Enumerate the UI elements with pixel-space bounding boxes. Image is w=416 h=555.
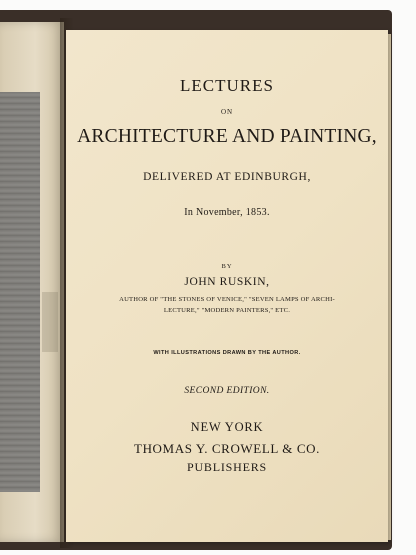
illustrations-note: WITH ILLUSTRATIONS DRAWN BY THE AUTHOR. xyxy=(153,350,301,356)
delivered-line: DELIVERED AT EDINBURGH, xyxy=(143,171,311,183)
publishers-label: PUBLISHERS xyxy=(186,460,268,474)
author-name: JOHN RUSKIN, xyxy=(184,276,270,288)
date-line: In November, 1853. xyxy=(184,207,270,218)
title: LECTURES xyxy=(180,76,274,95)
author-works-line-2: LECTURE," "MODERN PAINTERS," ETC. xyxy=(163,307,291,314)
facing-page-caption xyxy=(42,292,58,352)
author-works-line-1: AUTHOR OF "THE STONES OF VENICE," "SEVEN LAMPS OF ARCHI- xyxy=(119,296,335,303)
edition-label: SECOND EDITION. xyxy=(184,386,270,396)
facing-page xyxy=(0,22,64,542)
title-connector: ON xyxy=(220,108,234,116)
subject-title: ARCHITECTURE AND PAINTING, xyxy=(77,126,377,147)
facing-page-illustration xyxy=(0,92,40,492)
title-page xyxy=(66,30,388,542)
publisher-name: THOMAS Y. CROWELL & CO. xyxy=(134,441,320,456)
by-label: BY xyxy=(221,263,233,270)
publisher-city: NEW YORK xyxy=(190,420,264,434)
